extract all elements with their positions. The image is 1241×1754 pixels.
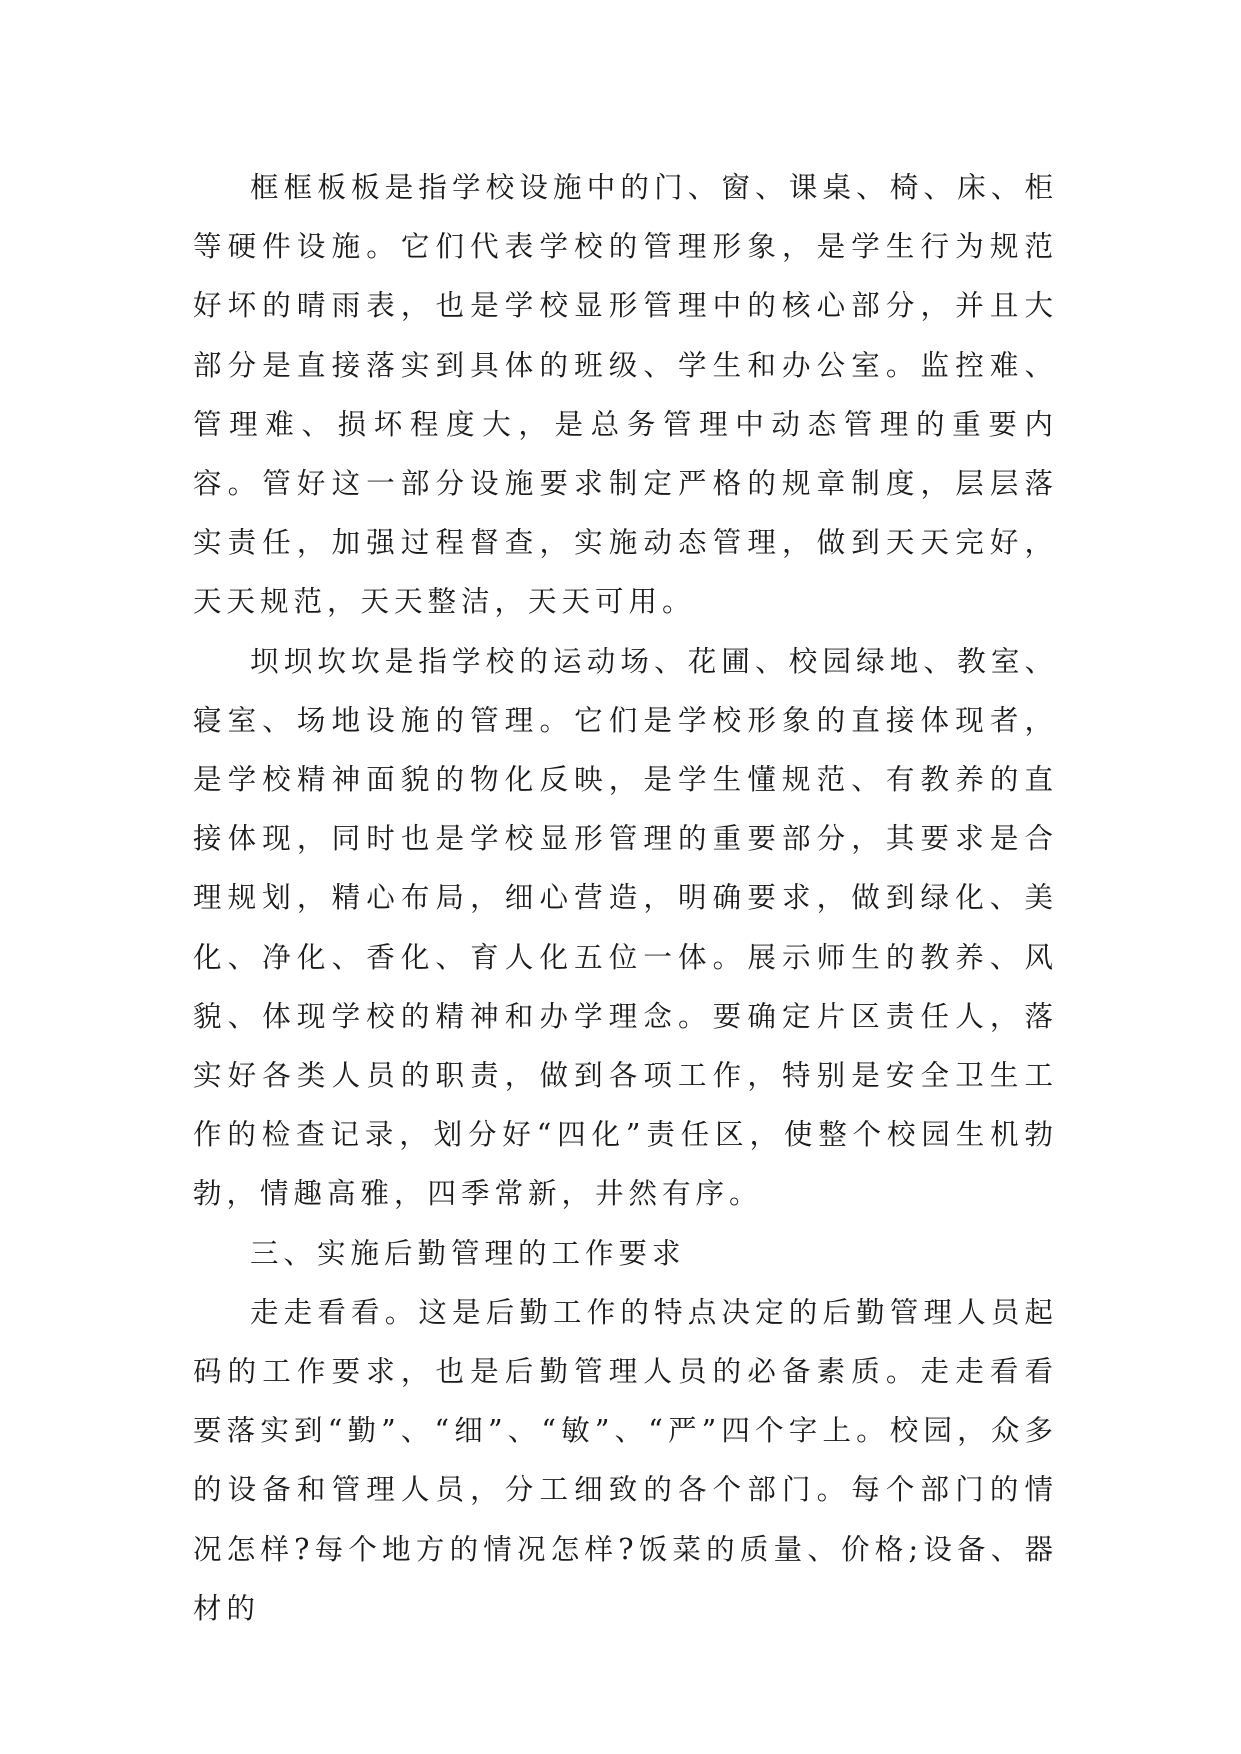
document-page <box>193 158 1058 1638</box>
section-heading: 三、实施后勤管理的工作要求 <box>250 1236 686 1270</box>
paragraph-frames-boards: 框框板板是指学校设施中的门、窗、课桌、椅、床、柜等硬件设施。它们代表学校的管理形象，是学生行为规范好坏的晴雨表，也是学校显形管理中的核心部分，并且大部分是直接落实到具体的班级、学生和办公室。监控难、管理难、损坏程度大，是总务管理中动态管理的重要内容。管好这一部分设施要求制定严格的规章制度，层层落实责任，加强过程督查，实施动态管理，做到天天完好，天天规范，天天整洁，天天可用。 <box>193 171 1058 619</box>
paragraph-walk-and-look: 走走看看。这是后勤工作的特点决定的后勤管理人员起码的工作要求，也是后勤管理人员的必备素质。走走看看要落实到“勤”、“细”、“敏”、“严”四个字上。校园，众多的设备和管理人员，分工细致的各个部门。每个部门的情况怎样?每个地方的情况怎样?饭菜的质量、价格;设备、器材的 <box>193 1295 1058 1625</box>
paragraph-grounds: 坝坝坎坎是指学校的运动场、花圃、校园绿地、教室、寝室、场地设施的管理。它们是学校形象的直接体现者，是学校精神面貌的物化反映，是学生懂规范、有教养的直接体现，同时也是学校显形管理的重要部分，其要求是合理规划，精心布局，细心营造，明确要求，做到绿化、美化、净化、香化、育人化五位一体。展示师生的教养、风貌、体现学校的精神和办学理念。要确定片区责任人，落实好各类人员的职责，做到各项工作，特别是安全卫生工作的检查记录，划分好“四化”责任区，使整个校园生机勃勃，情趣高雅，四季常新，井然有序。 <box>193 644 1058 1211</box>
